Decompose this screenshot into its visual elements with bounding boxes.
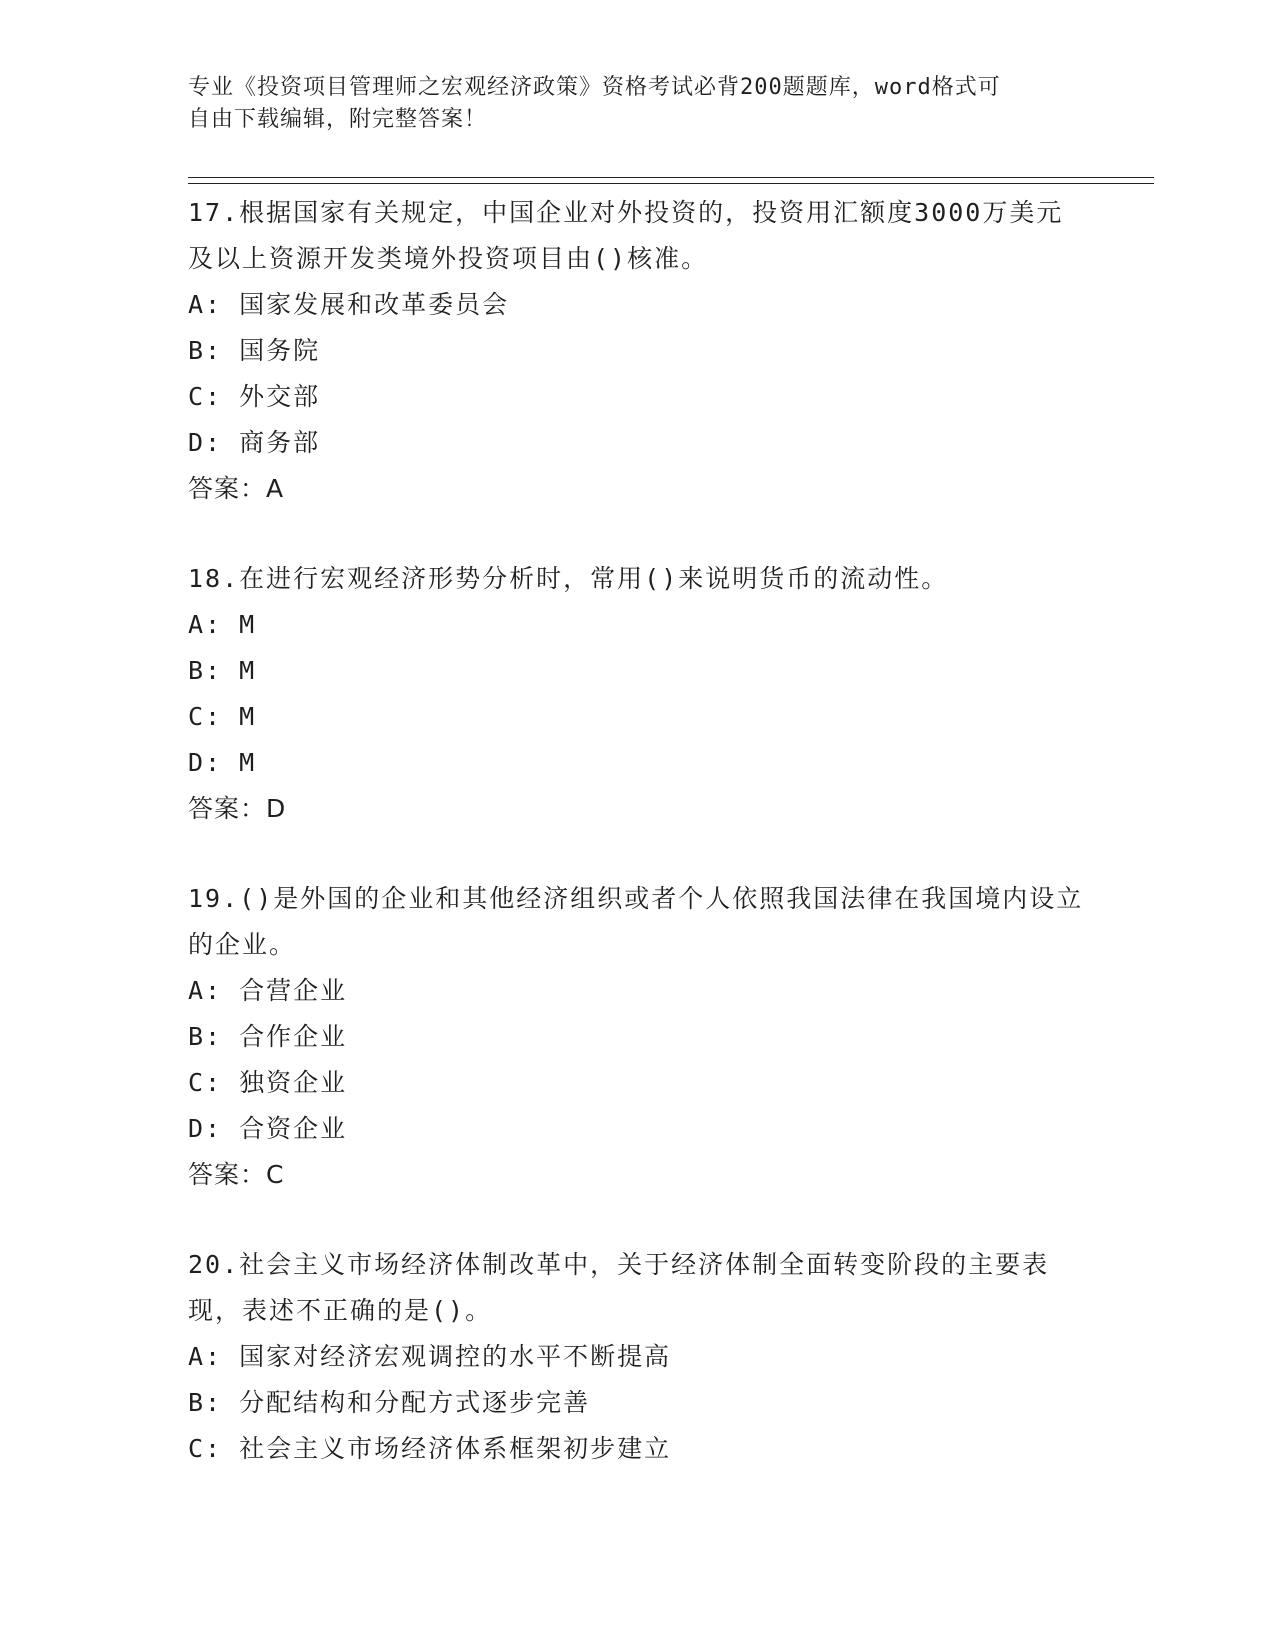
question-list [188, 190, 1088, 1516]
option-b: B: 国务院 [188, 336, 321, 365]
option-a: A: 国家发展和改革委员会 [188, 290, 510, 319]
answer-line: 答案：D [188, 794, 287, 823]
question-stem: 19.()是外国的企业和其他经济组织或者个人依照我国法律在我国境内设立的企业。 [188, 884, 1084, 959]
question-17 [188, 190, 1088, 512]
header-divider-top [188, 177, 1154, 178]
question-stem: 17.根据国家有关规定，中国企业对外投资的，投资用汇额度3000万美元及以上资源开发类境外投资项目由()核准。 [188, 198, 1064, 273]
option-a: A: 国家对经济宏观调控的水平不断提高 [188, 1342, 672, 1371]
option-b: B: 分配结构和分配方式逐步完善 [188, 1388, 591, 1417]
document-header [188, 72, 1068, 136]
question-19 [188, 876, 1088, 1198]
header-divider-bottom [188, 183, 1154, 184]
option-a: A: M [188, 610, 257, 639]
header-title-line-1: 专业《投资项目管理师之宏观经济政策》资格考试必背200题题库，word格式可 [188, 75, 1001, 100]
option-d: D: 商务部 [188, 428, 321, 457]
option-a: A: 合营企业 [188, 976, 348, 1005]
option-c: C: M [188, 702, 257, 731]
header-title-line-2: 自由下载编辑，附完整答案！ [188, 107, 488, 132]
answer-line: 答案：C [188, 1160, 285, 1189]
option-b: B: M [188, 656, 257, 685]
option-b: B: 合作企业 [188, 1022, 348, 1051]
question-stem: 20.社会主义市场经济体制改革中，关于经济体制全面转变阶段的主要表现，表述不正确的是()。 [188, 1250, 1050, 1325]
question-stem: 18.在进行宏观经济形势分析时，常用()来说明货币的流动性。 [188, 564, 949, 593]
option-d: D: 合资企业 [188, 1114, 348, 1143]
question-18 [188, 556, 1088, 832]
option-d: D: M [188, 748, 257, 777]
question-20 [188, 1242, 1088, 1472]
option-c: C: 独资企业 [188, 1068, 348, 1097]
option-c: C: 外交部 [188, 382, 321, 411]
option-c: C: 社会主义市场经济体系框架初步建立 [188, 1434, 672, 1463]
answer-line: 答案：A [188, 474, 285, 503]
